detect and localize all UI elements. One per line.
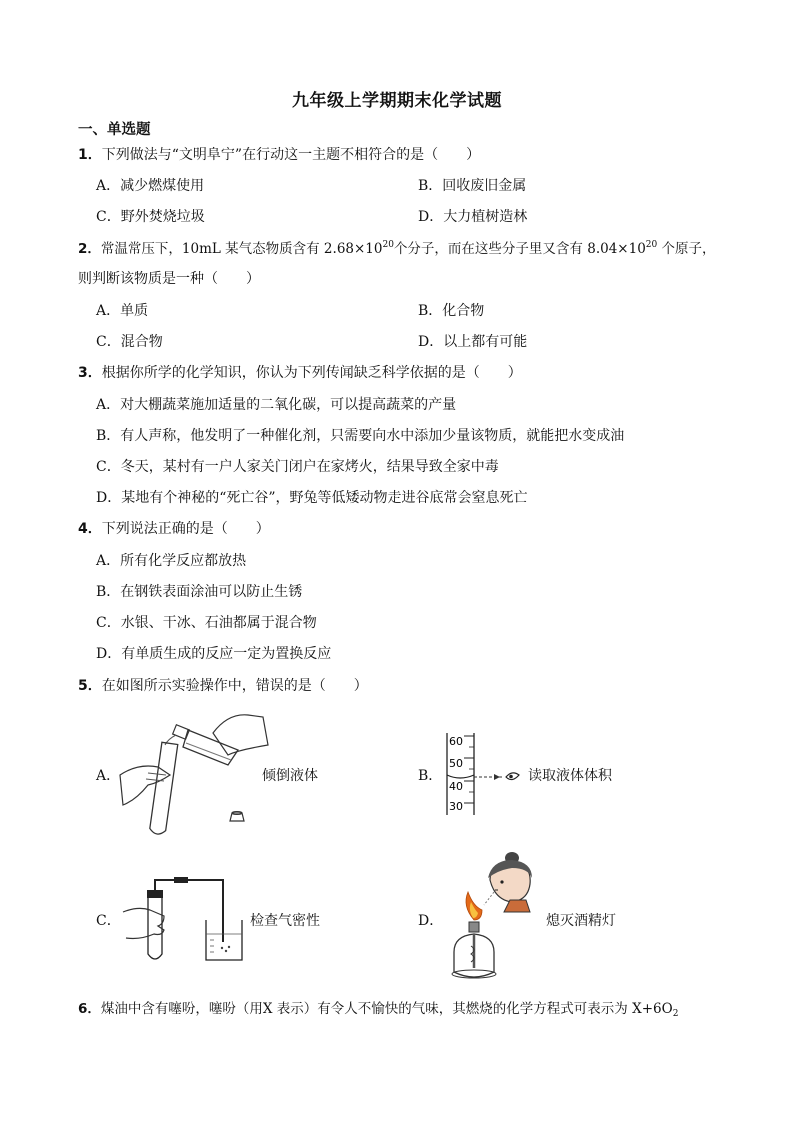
- option-c: C．水银、干冰、石油都属于混合物: [96, 615, 317, 631]
- question-5: [78, 677, 368, 695]
- option-a: A．减少燃煤使用: [96, 178, 205, 194]
- option-c: C．混合物: [96, 334, 163, 350]
- option-b: B．化合物: [418, 303, 485, 319]
- pouring-liquid-figure: [118, 705, 278, 835]
- figure-c-letter: C．: [96, 913, 121, 929]
- scale-label-40: 40: [449, 780, 463, 793]
- airtightness-check-figure: [118, 872, 248, 964]
- figure-b-caption: 读取液体体积: [528, 768, 612, 784]
- option-d: D．以上都有可能: [418, 334, 528, 350]
- question-2: [78, 240, 716, 258]
- question-stem-part: 常温常压下，10mL 某气态物质含有 2.68×10: [100, 241, 383, 257]
- question-number: 4．: [78, 521, 102, 537]
- option-a: A．对大棚蔬菜施加适量的二氧化碳，可以提高蔬菜的产量: [96, 397, 457, 413]
- question-3: [78, 364, 522, 382]
- page-title: 九年级上学期期末化学试题: [292, 91, 502, 111]
- question-number: 1．: [78, 147, 102, 163]
- option-c: C．野外焚烧垃圾: [96, 209, 205, 225]
- exponent: 20: [645, 240, 658, 250]
- section-heading: 一、单选题: [78, 122, 151, 138]
- option-a: A．单质: [96, 303, 149, 319]
- option-d: D．有单质生成的反应一定为置换反应: [96, 646, 332, 662]
- question-stem: 下列做法与“文明阜宁”在行动这一主题不相符合的是（ ）: [101, 147, 481, 163]
- question-stem-part: 个原子，: [657, 241, 716, 257]
- question-number: 2．: [78, 241, 101, 257]
- option-d: D．大力植树造林: [418, 209, 528, 225]
- question-2-line-2: 则判断该物质是一种（ ）: [78, 271, 260, 287]
- question-stem-part: 个分子，而在这些分子里又含有 8.04×10: [393, 241, 646, 257]
- question-1: [78, 146, 480, 164]
- figure-d-caption: 熄灭酒精灯: [546, 913, 616, 929]
- formula-subscript: 2: [672, 1009, 679, 1019]
- question-number: 6．: [78, 1001, 101, 1017]
- option-b: B．回收废旧金属: [418, 178, 527, 194]
- question-6: [78, 1000, 678, 1018]
- scale-label-30: 30: [449, 800, 463, 813]
- option-a: A．所有化学反应都放热: [96, 553, 247, 569]
- figure-b-letter: B．: [418, 768, 443, 784]
- question-stem: 根据你所学的化学知识，你认为下列传闻缺乏科学依据的是（ ）: [101, 365, 522, 381]
- figure-a-caption: 倾倒液体: [262, 768, 318, 784]
- figure-a-letter: A．: [96, 768, 121, 784]
- option-b: B．在钢铁表面涂油可以防止生锈: [96, 584, 303, 600]
- scale-label-50: 50: [449, 757, 463, 770]
- question-stem: 下列说法正确的是（ ）: [101, 521, 270, 537]
- scale-label-60: 60: [449, 735, 463, 748]
- exponent: 20: [382, 240, 394, 250]
- graduated-cylinder-figure: [444, 733, 524, 817]
- option-d: D．某地有个神秘的“死亡谷”，野兔等低矮动物走进谷底常会窒息死亡: [96, 490, 528, 506]
- question-4: [78, 520, 270, 538]
- question-stem: 煤油中含有噻吩，噻吩（用X 表示）有令人不愉快的气味，其燃烧的化学方程式可表示为: [100, 1001, 633, 1017]
- figure-d-letter: D．: [418, 913, 444, 929]
- option-b: B．有人声称，他发明了一种催化剂，只需要向水中添加少量该物质，就能把水变成油: [96, 428, 625, 444]
- question-stem: 在如图所示实验操作中，错误的是（ ）: [101, 678, 368, 694]
- question-number: 3．: [78, 365, 102, 381]
- chemical-formula: X+6O: [632, 1001, 673, 1017]
- figure-c-caption: 检查气密性: [250, 913, 320, 929]
- alcohol-lamp-figure: [440, 850, 540, 990]
- question-number: 5．: [78, 678, 102, 694]
- option-c: C．冬天，某村有一户人家关门闭户在家烤火，结果导致全家中毒: [96, 459, 499, 475]
